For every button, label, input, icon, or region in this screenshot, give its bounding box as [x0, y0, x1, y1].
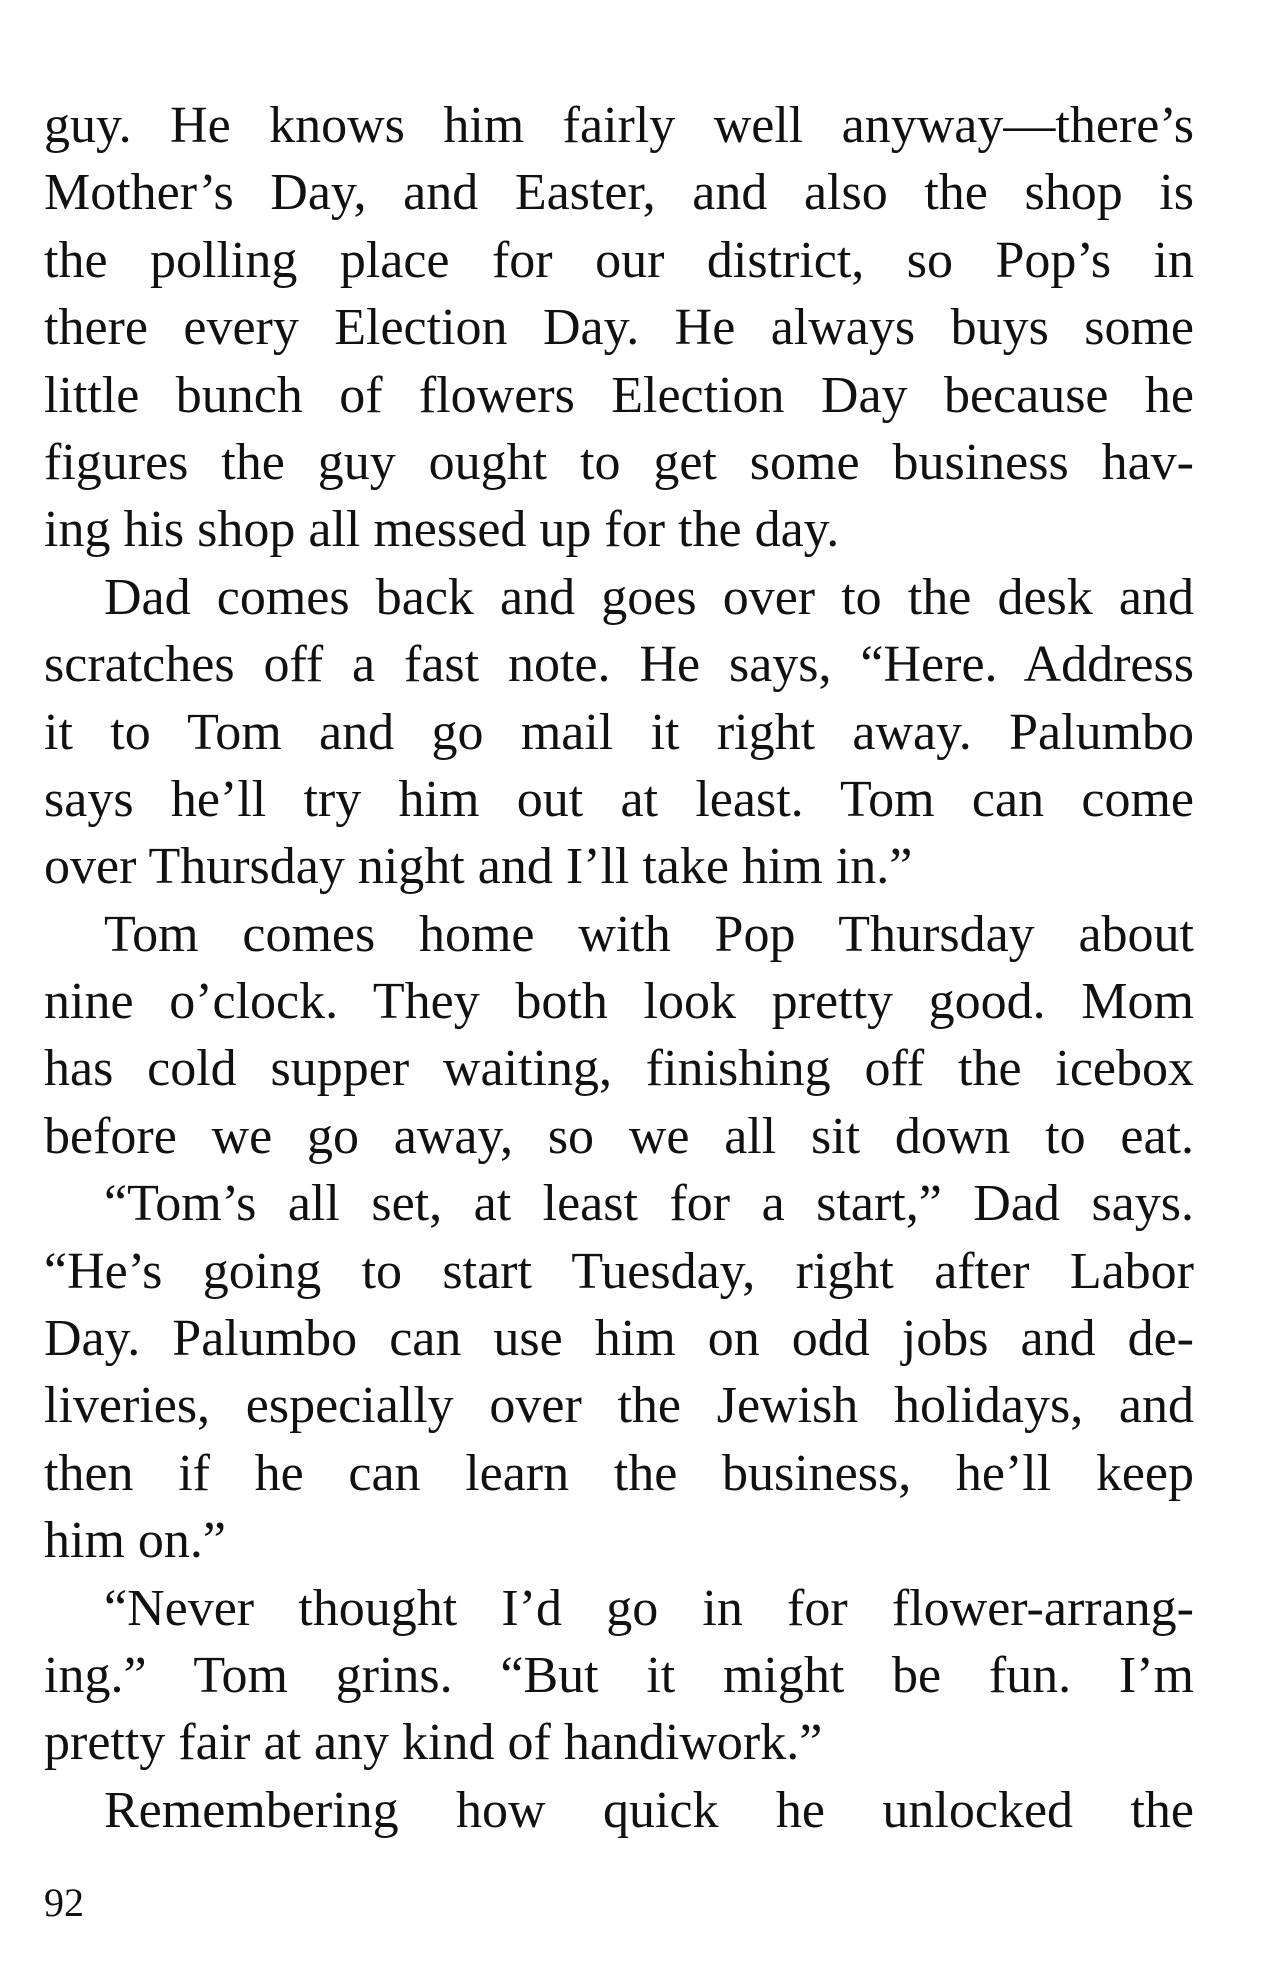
text-line: there every Election Day. He always buys some	[44, 299, 1194, 357]
text-line: Day. Palumbo can use him on odd jobs and de-	[44, 1310, 1194, 1368]
text-line: pretty fair at any kind of handiwork.”	[44, 1714, 823, 1772]
text-line: the polling place for our district, so Pop’s in	[44, 231, 1194, 289]
text-line: scratches off a fast note. He says, “Here. Address	[44, 636, 1194, 694]
body-text	[44, 92, 1194, 1844]
text-line: Remembering how quick he unlocked the	[104, 1781, 1194, 1839]
text-line: ing.” Tom grins. “But it might be fun. I’m	[44, 1646, 1194, 1704]
text-line: Tom comes home with Pop Thursday about	[104, 905, 1194, 963]
text-line: little bunch of flowers Election Day because he	[44, 366, 1194, 424]
text-line: guy. He knows him fairly well anyway—there’s	[44, 97, 1194, 154]
text-line: “Tom’s all set, at least for a start,” Dad says.	[104, 1175, 1194, 1233]
text-line: “He’s going to start Tuesday, right after Labor	[44, 1242, 1194, 1300]
page-number: 92	[44, 1880, 84, 1925]
text-line: nine o’clock. They both look pretty good. Mom	[44, 973, 1194, 1031]
text-line: over Thursday night and I’ll take him in.”	[44, 838, 913, 896]
text-line: says he’ll try him out at least. Tom can come	[44, 770, 1194, 828]
text-line: ing his shop all messed up for the day.	[44, 501, 840, 559]
text-line: “Never thought I’d go in for flower-arrang-	[104, 1579, 1194, 1637]
text-line: before we go away, so we all sit down to eat.	[44, 1107, 1194, 1165]
text-line: him on.”	[44, 1512, 226, 1570]
text-line: liveries, especially over the Jewish holidays, and	[44, 1377, 1194, 1435]
text-line: then if he can learn the business, he’ll keep	[44, 1444, 1194, 1502]
text-line: has cold supper waiting, finishing off the icebox	[44, 1040, 1194, 1098]
text-line: it to Tom and go mail it right away. Palumbo	[44, 703, 1194, 761]
text-line: Dad comes back and goes over to the desk and	[104, 568, 1194, 626]
text-line: figures the guy ought to get some business hav-	[44, 433, 1194, 491]
text-line: Mother’s Day, and Easter, and also the shop is	[44, 164, 1194, 222]
